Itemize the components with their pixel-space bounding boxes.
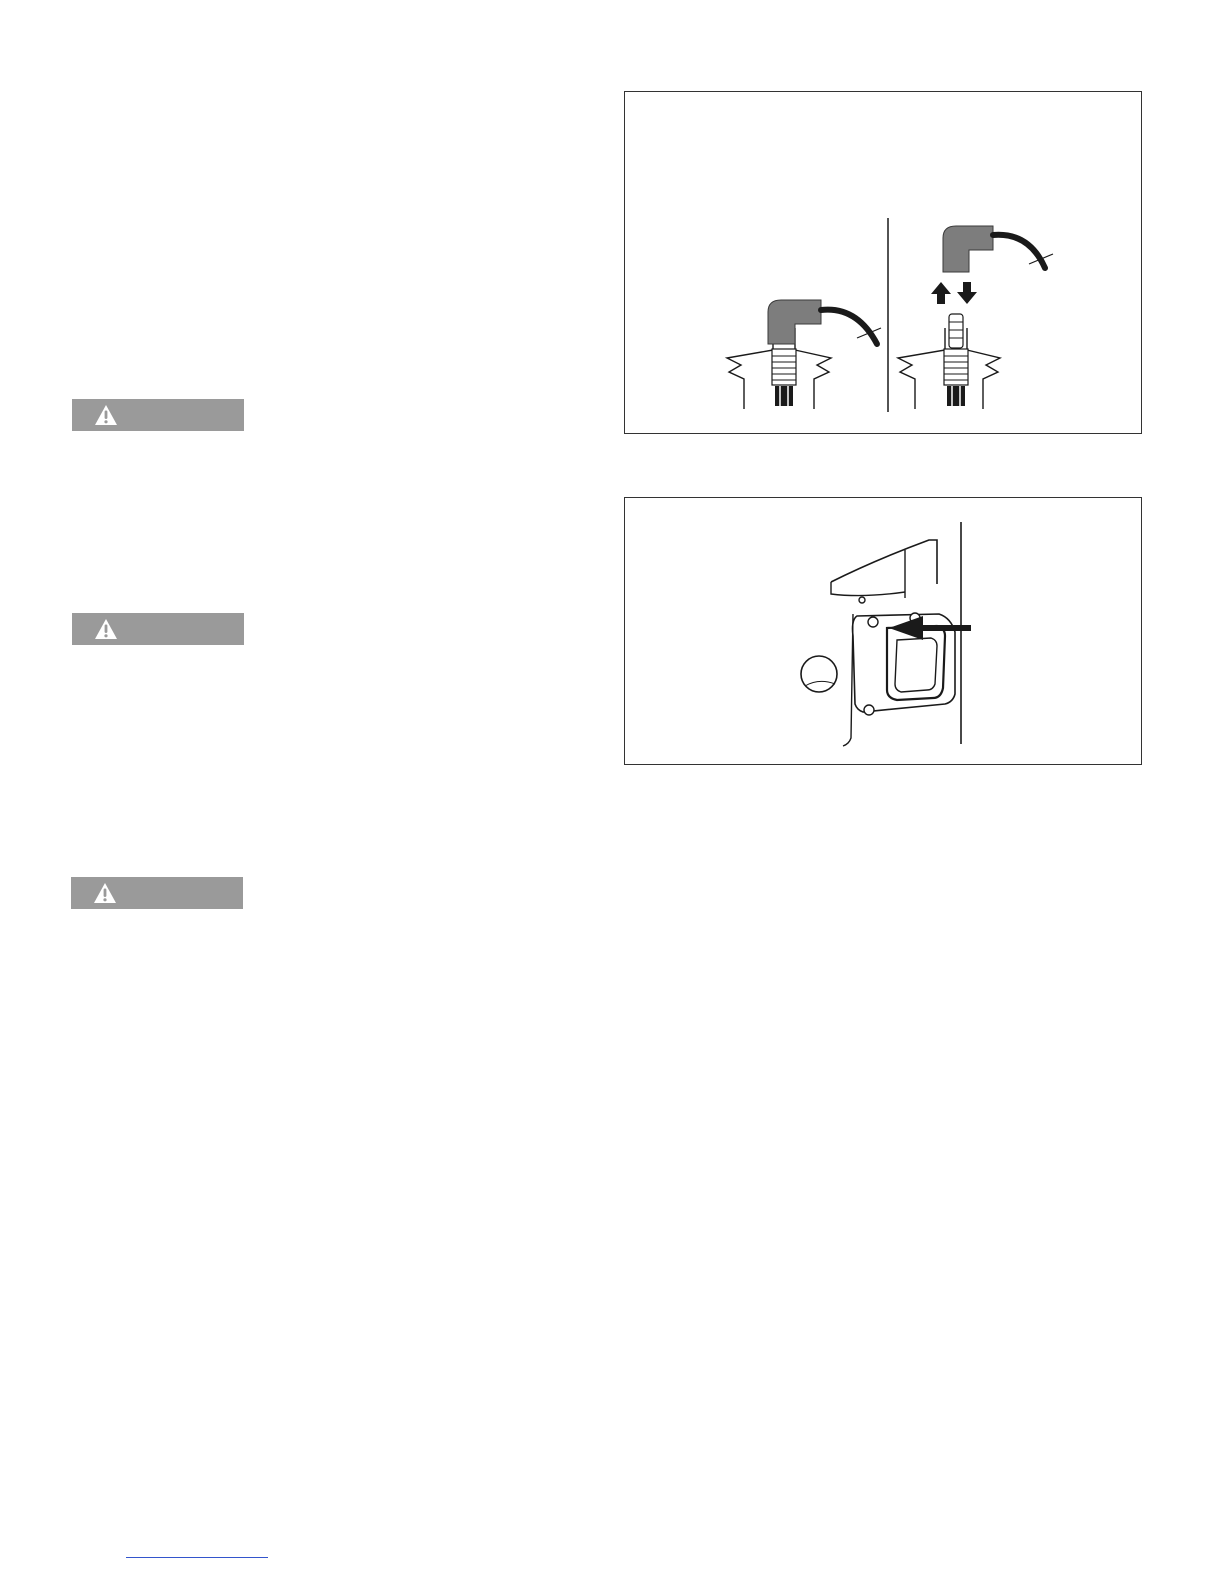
warning-banner-1 (72, 399, 244, 431)
spark-plug-illustration (625, 92, 1143, 435)
spark-plug-wire-figure (624, 91, 1142, 434)
air-filter-illustration (625, 498, 1143, 766)
arrow-up-icon (931, 282, 951, 304)
footer-link[interactable] (126, 1557, 268, 1558)
connected-spark-plug-icon (727, 300, 881, 409)
warning-banner-2 (72, 613, 244, 645)
warning-triangle-icon (93, 882, 117, 904)
warning-triangle-icon (94, 618, 118, 640)
air-filter-cover-figure (624, 497, 1142, 765)
warning-banner-3 (71, 877, 243, 909)
disconnected-spark-plug-icon (898, 226, 1053, 409)
arrow-down-icon (957, 282, 977, 304)
warning-triangle-icon (94, 404, 118, 426)
